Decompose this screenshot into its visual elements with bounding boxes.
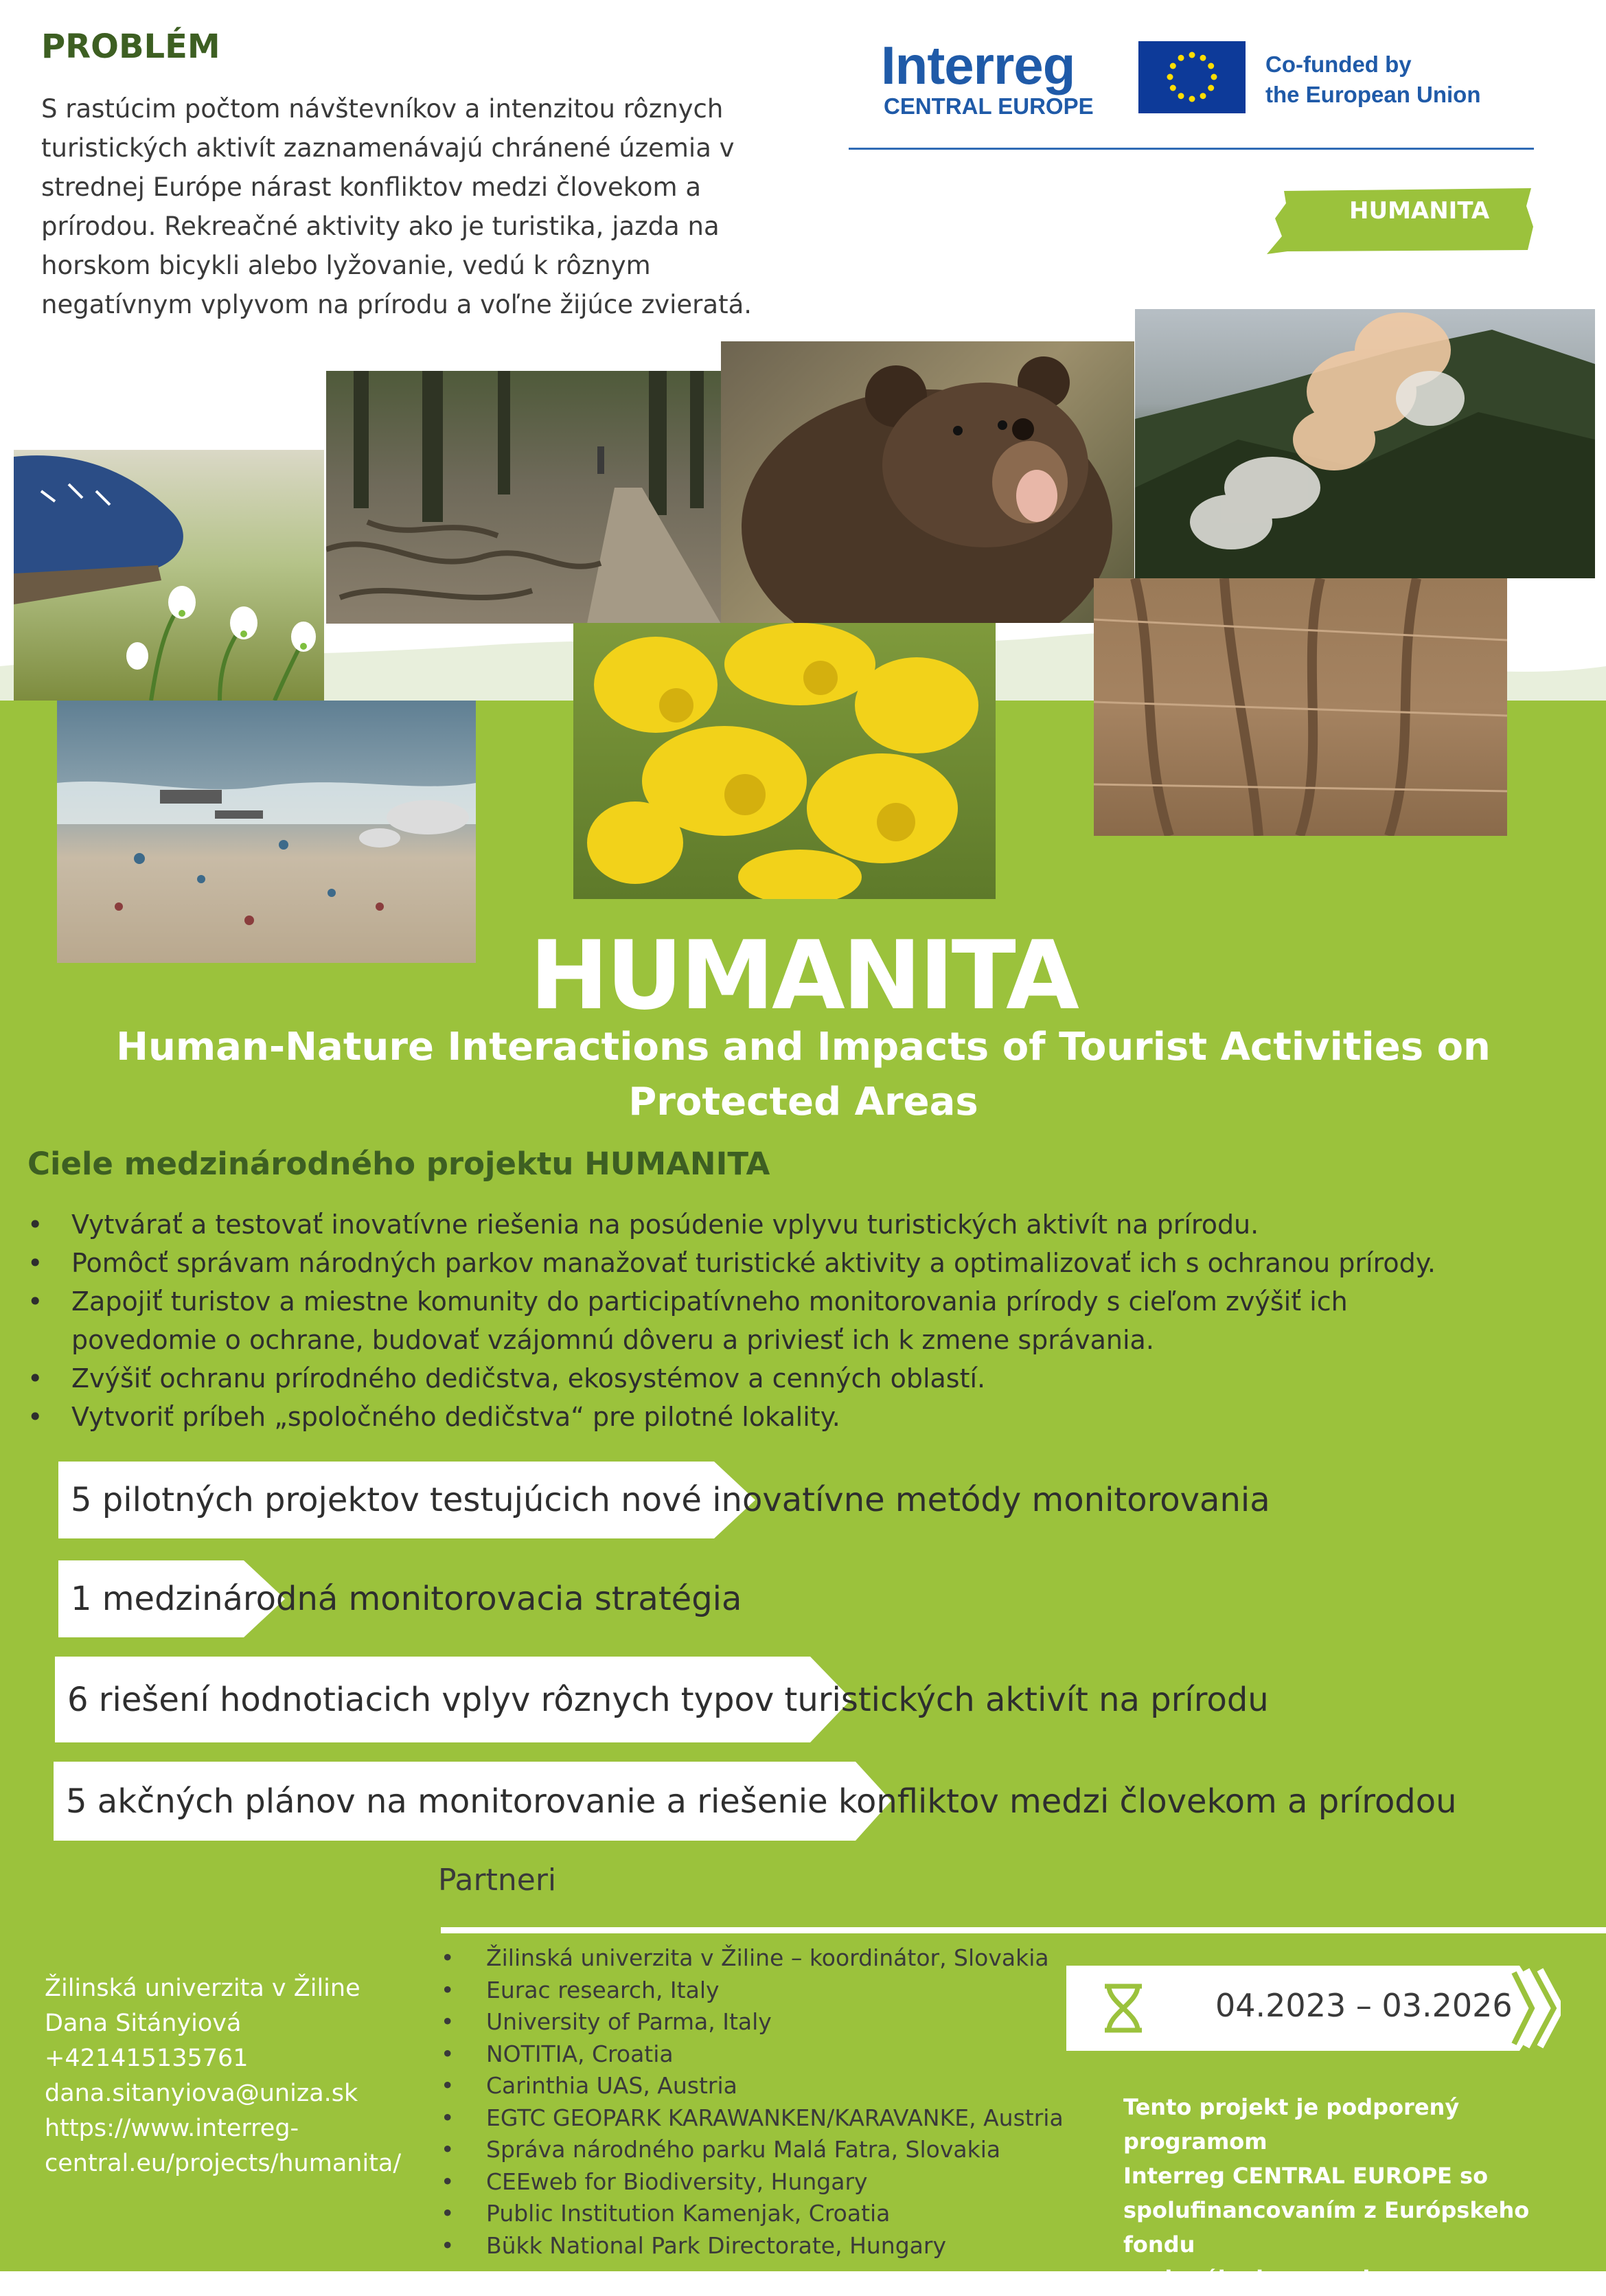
partners-heading: Partneri	[438, 1863, 557, 1898]
bullet-icon: •	[27, 1363, 43, 1394]
interreg-subtitle: CENTRAL EUROPE	[884, 93, 1094, 119]
subtitle-line: Protected Areas	[628, 1080, 978, 1124]
problem-title: PROBLÉM	[41, 27, 220, 66]
problem-line: prírodou. Rekreačné aktivity ako je turistika, jazda na	[41, 212, 720, 241]
partner-item: • CEEweb for Biodiversity, Hungary	[441, 2166, 1064, 2198]
bullet-icon: •	[441, 2040, 455, 2067]
goal-item: • Pomôcť správam národných parkov manažovať turistické aktivity a optimalizovať ich s ochranou prírody.	[27, 1244, 1579, 1282]
output-arrow	[55, 1657, 1269, 1742]
output-label: 1 medzinárodná monitorovacia stratégia	[71, 1580, 742, 1618]
problem-line: S rastúcim počtom návštevníkov a intenzitou rôznych	[41, 94, 724, 124]
goal-item: • Zapojiť turistov a miestne komunity do participatívneho monitorovania prírody s cieľom zvýšiť ich povedomie o ochrane, budovať vzájomnú dôveru a priviesť ich k zmene správania.	[27, 1282, 1579, 1359]
bullet-icon: •	[27, 1248, 43, 1278]
problem-line: strednej Európe nárast konfliktov medzi človekom a	[41, 172, 702, 202]
partner-item: • Žilinská univerzita v Žiline – koordinátor, Slovakia	[441, 1942, 1064, 1975]
goals-list	[27, 1205, 1579, 1436]
partners-divider	[441, 1927, 1606, 1933]
subtitle-line: Human-Nature Interactions and Impacts of Tourist Activities on	[116, 1025, 1491, 1069]
bullet-icon: •	[441, 1944, 455, 1971]
partner-item: • Správa národného parku Malá Fatra, Slovakia	[441, 2134, 1064, 2166]
photo-forest-fire	[1135, 309, 1595, 578]
output-arrow	[58, 1462, 1270, 1538]
contact-phone[interactable]: +421415135761	[45, 2045, 249, 2072]
cofunded-line: Co-funded by	[1265, 52, 1412, 77]
contact-url[interactable]: central.eu/projects/humanita/	[45, 2150, 402, 2177]
main-subtitle	[96, 1020, 1511, 1130]
partner-item: • Carinthia UAS, Austria	[441, 2070, 1064, 2102]
problem-line: horskom bicykli alebo lyžovanie, vedú k rôznym	[41, 251, 651, 280]
partner-item: • Eurac research, Italy	[441, 1975, 1064, 2007]
partner-item: • Bükk National Park Directorate, Hungary	[441, 2230, 1064, 2262]
contact-url[interactable]: https://www.interreg-	[45, 2115, 299, 2142]
bullet-icon: •	[441, 1976, 455, 2003]
support-line: spolufinancovaním z Európskeho fondu	[1123, 2197, 1530, 2258]
bullet-icon: •	[27, 1286, 43, 1317]
goals-heading: Ciele medzinárodného projektu HUMANITA	[27, 1146, 770, 1182]
support-line: regionálneho rozvoja.	[1123, 2266, 1394, 2292]
partner-item: • University of Parma, Italy	[441, 2006, 1064, 2038]
bullet-icon: •	[441, 2136, 455, 2163]
contact-line: Dana Sitányiová	[45, 2010, 242, 2037]
problem-text	[41, 89, 831, 324]
bullet-icon: •	[27, 1402, 43, 1432]
problem-line: turistických aktivít zaznamenávajú chránené územia v	[41, 133, 735, 163]
partner-item: • NOTITIA, Croatia	[441, 2038, 1064, 2071]
output-label: 5 akčných plánov na monitorovanie a riešenie konfliktov medzi človekom a prírodou	[66, 1782, 1457, 1821]
problem-line: negatívnym vplyvom na prírodu a voľne žijúce zvieratá.	[41, 290, 753, 319]
output-label: 6 riešení hodnotiacich vplyv rôznych typov turistických aktivít na prírodu	[67, 1680, 1269, 1719]
eu-flag-icon	[1138, 41, 1246, 113]
bullet-icon: •	[441, 2008, 455, 2035]
project-duration: 04.2023 – 03.2026	[1215, 1987, 1513, 2024]
support-line: Tento projekt je podporený programom	[1123, 2094, 1460, 2155]
contact-info	[45, 1971, 401, 2181]
contact-line: Žilinská univerzita v Žiline	[45, 1975, 360, 2002]
bullet-icon: •	[441, 2231, 455, 2259]
output-arrow	[58, 1560, 742, 1637]
cofunded-label	[1265, 49, 1481, 110]
interreg-wordmark: Interreg	[881, 35, 1075, 95]
photo-goldenrod	[573, 623, 996, 899]
goal-item: • Vytvoriť príbeh „spoločného dedičstva“ pre pilotné lokality.	[27, 1398, 1579, 1436]
main-title: HUMANITA	[529, 920, 1077, 1031]
badge-label: HUMANITA	[1349, 197, 1490, 225]
bullet-icon: •	[441, 2200, 455, 2227]
bullet-icon: •	[441, 2104, 455, 2131]
bullet-icon: •	[441, 2168, 455, 2195]
photo-bear	[721, 341, 1134, 623]
photo-forest-roots	[326, 371, 721, 624]
output-arrow	[54, 1762, 1457, 1841]
logo-divider	[849, 148, 1534, 150]
support-line: Interreg CENTRAL EUROPE so	[1123, 2163, 1489, 2189]
photo-mud-tracks	[1094, 578, 1507, 836]
support-text	[1123, 2090, 1590, 2296]
bullet-icon: •	[441, 2072, 455, 2099]
partner-item: • Public Institution Kamenjak, Croatia	[441, 2198, 1064, 2230]
goal-item: • Zvýšiť ochranu prírodného dedičstva, ekosystémov a cenných oblastí.	[27, 1359, 1579, 1398]
partners-list	[441, 1942, 1064, 2262]
contact-email[interactable]: dana.sitanyiova@uniza.sk	[45, 2080, 358, 2107]
goal-item: • Vytvárať a testovať inovatívne riešenia na posúdenie vplyvu turistických aktivít na prírodu.	[27, 1205, 1579, 1244]
partner-item: • EGTC GEOPARK KARAWANKEN/KARAVANKE, Austria	[441, 2102, 1064, 2135]
bullet-icon: •	[27, 1209, 43, 1240]
interreg-logo	[881, 35, 1094, 120]
photo-shoe-snowdrops	[14, 450, 324, 701]
output-label: 5 pilotných projektov testujúcich nové inovatívne metódy monitorovania	[71, 1481, 1270, 1519]
cofunded-line: the European Union	[1265, 82, 1481, 107]
